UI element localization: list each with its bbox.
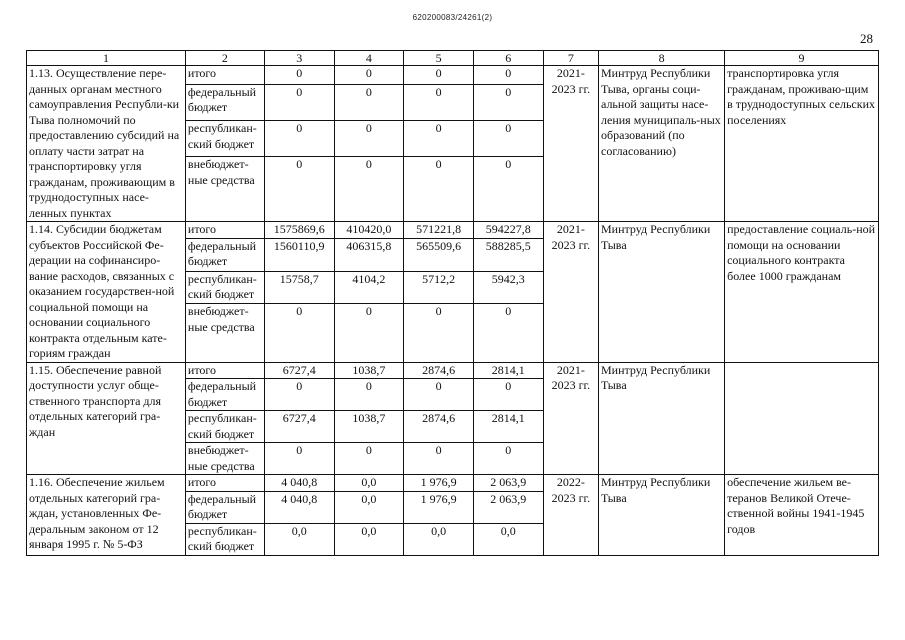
funding-value: 0 — [473, 121, 543, 157]
funding-value: 2874,6 — [404, 411, 474, 443]
funding-value: 0,0 — [334, 491, 404, 523]
funding-value: 0,0 — [334, 523, 404, 555]
funding-source: федеральный бюджет — [185, 238, 264, 271]
expected-result: транспортировка угля гражданам, проживаю-щим в труднодоступных сельских поселениях — [725, 66, 879, 222]
funding-value: 0 — [334, 84, 404, 120]
measure-description: 1.16. Обеспечение жильем отдельных категорий гра-ждан, установленных Фе-деральным законом от 12 января 1995 г. № 5-ФЗ — [27, 475, 186, 556]
funding-source: итого — [185, 362, 264, 379]
column-number: 2 — [185, 51, 264, 66]
funding-source: республикан-ский бюджет — [185, 271, 264, 304]
table-row — [27, 475, 879, 492]
page-number: 28 — [860, 31, 873, 46]
funding-value: 0 — [473, 84, 543, 120]
funding-value: 0 — [473, 66, 543, 85]
funding-value: 0 — [334, 304, 404, 362]
funding-value: 565509,6 — [404, 238, 474, 271]
funding-value: 5712,2 — [404, 271, 474, 304]
funding-value: 0 — [334, 121, 404, 157]
funding-value: 406315,8 — [334, 238, 404, 271]
funding-value: 0 — [404, 121, 474, 157]
funding-value: 571221,8 — [404, 222, 474, 239]
funding-value: 0 — [264, 66, 334, 85]
funding-value: 594227,8 — [473, 222, 543, 239]
expected-result: предоставление социаль-ной помощи на основании социального контракта более 1000 гражданам — [725, 222, 879, 363]
funding-source: итого — [185, 475, 264, 492]
funding-value: 2 063,9 — [473, 475, 543, 492]
funding-value: 0 — [473, 443, 543, 475]
funding-value: 0 — [264, 157, 334, 222]
responsible-executor: Минтруд Республики Тыва — [599, 222, 725, 363]
column-number: 9 — [725, 51, 879, 66]
responsible-executor: Минтруд Республики Тыва, органы соци-альной защиты насе-ления муниципаль-ных образований (по согласованию) — [599, 66, 725, 222]
funding-source: федеральный бюджет — [185, 491, 264, 523]
funding-value: 4 040,8 — [264, 475, 334, 492]
funding-value: 0,0 — [404, 523, 474, 555]
funding-value: 5942,3 — [473, 271, 543, 304]
funding-value: 2874,6 — [404, 362, 474, 379]
table-row — [27, 362, 879, 379]
column-number: 7 — [543, 51, 598, 66]
expected-result — [725, 362, 879, 475]
funding-value: 0 — [404, 157, 474, 222]
funding-value: 0 — [404, 304, 474, 362]
funding-source: республикан-ский бюджет — [185, 523, 264, 555]
funding-value: 0 — [334, 443, 404, 475]
measure-description: 1.13. Осуществление пере-данных органам местного самоуправления Республи-ки Тыва полномочий по предоставлению субсидий на оплату части затрат на транспортировку угля гражданам, проживающим в труднодоступных насе-ленных пунктах — [27, 66, 186, 222]
funding-value: 0,0 — [264, 523, 334, 555]
funding-value: 0 — [473, 379, 543, 411]
column-number-row — [27, 51, 879, 66]
funding-value: 1575869,6 — [264, 222, 334, 239]
funding-value: 4104,2 — [334, 271, 404, 304]
funding-value: 2814,1 — [473, 362, 543, 379]
funding-value: 6727,4 — [264, 411, 334, 443]
funding-value: 1560110,9 — [264, 238, 334, 271]
funding-value: 2 063,9 — [473, 491, 543, 523]
funding-value: 0,0 — [334, 475, 404, 492]
funding-value: 0 — [264, 84, 334, 120]
funding-value: 410420,0 — [334, 222, 404, 239]
funding-value: 4 040,8 — [264, 491, 334, 523]
implementation-period: 2022-2023 гг. — [543, 475, 598, 556]
funding-value: 15758,7 — [264, 271, 334, 304]
funding-value: 0,0 — [473, 523, 543, 555]
funding-value: 0 — [404, 84, 474, 120]
funding-source: итого — [185, 66, 264, 85]
responsible-executor: Минтруд Республики Тыва — [599, 362, 725, 475]
table-row — [27, 222, 879, 239]
funding-value: 0 — [264, 379, 334, 411]
funding-source: республикан-ский бюджет — [185, 411, 264, 443]
funding-value: 2814,1 — [473, 411, 543, 443]
funding-source: внебюджет-ные средства — [185, 304, 264, 362]
funding-source: итого — [185, 222, 264, 239]
table-row — [27, 66, 879, 85]
funding-value: 1038,7 — [334, 362, 404, 379]
implementation-period: 2021-2023 гг. — [543, 66, 598, 222]
funding-value: 0 — [334, 379, 404, 411]
column-number: 3 — [264, 51, 334, 66]
implementation-period: 2021-2023 гг. — [543, 222, 598, 363]
column-number: 6 — [473, 51, 543, 66]
funding-value: 588285,5 — [473, 238, 543, 271]
funding-value: 0 — [404, 443, 474, 475]
funding-value: 0 — [264, 443, 334, 475]
column-number: 5 — [404, 51, 474, 66]
implementation-period: 2021-2023 гг. — [543, 362, 598, 475]
funding-value: 0 — [404, 66, 474, 85]
funding-value: 0 — [473, 157, 543, 222]
funding-value: 1 976,9 — [404, 491, 474, 523]
responsible-executor: Минтруд Республики Тыва — [599, 475, 725, 556]
funding-value: 1038,7 — [334, 411, 404, 443]
funding-value: 1 976,9 — [404, 475, 474, 492]
funding-value: 0 — [404, 379, 474, 411]
document-id: 620200083/24261(2) — [412, 13, 493, 22]
funding-source: внебюджет-ные средства — [185, 443, 264, 475]
column-number: 8 — [599, 51, 725, 66]
funding-source: республикан-ский бюджет — [185, 121, 264, 157]
measure-description: 1.15. Обеспечение равной доступности услуг обще-ственного транспорта для отдельных категорий гра-ждан — [27, 362, 186, 475]
column-number: 1 — [27, 51, 186, 66]
measure-description: 1.14. Субсидии бюджетам субъектов Российской Фе-дерации на софинансиро-вание расходов, связанных с оказанием государствен-ной социальной помощи на основании социального контракта отдельным кате-гориям граждан — [27, 222, 186, 363]
program-table — [26, 50, 879, 556]
funding-source: внебюджет-ные средства — [185, 157, 264, 222]
funding-value: 0 — [473, 304, 543, 362]
column-number: 4 — [334, 51, 404, 66]
funding-value: 0 — [334, 157, 404, 222]
funding-source: федеральный бюджет — [185, 379, 264, 411]
funding-source: федеральный бюджет — [185, 84, 264, 120]
expected-result: обеспечение жильем ве-теранов Великой Отече-ственной войны 1941-1945 годов — [725, 475, 879, 556]
funding-value: 6727,4 — [264, 362, 334, 379]
funding-value: 0 — [264, 121, 334, 157]
funding-value: 0 — [264, 304, 334, 362]
funding-value: 0 — [334, 66, 404, 85]
